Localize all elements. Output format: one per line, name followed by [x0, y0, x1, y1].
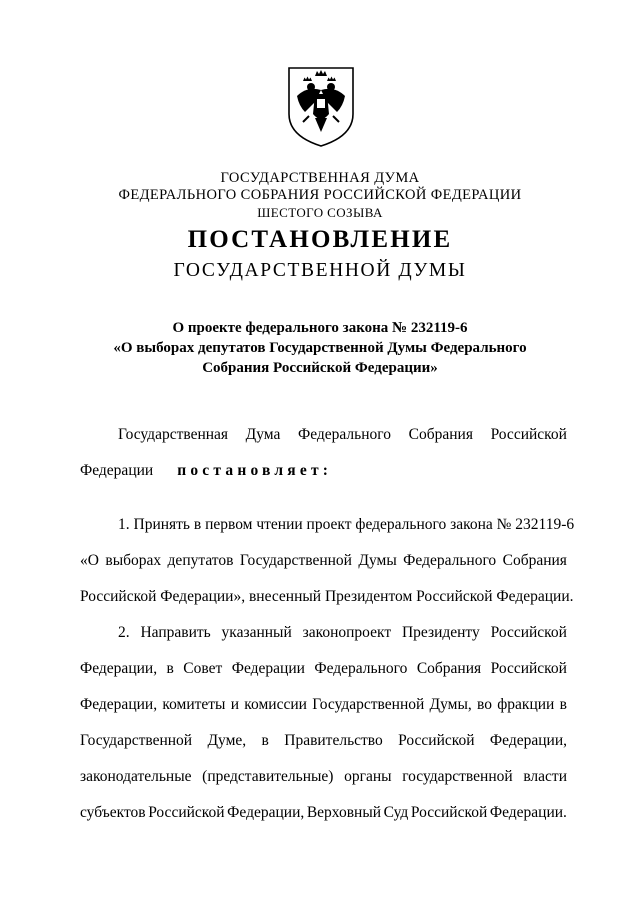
org-name-line2: ФЕДЕРАЛЬНОГО СОБРАНИЯ РОССИЙСКОЙ ФЕДЕРАЦИИ — [118, 187, 522, 203]
word: Федерации, — [80, 696, 158, 713]
word: Российской — [410, 804, 488, 821]
para2-line3 — [80, 695, 567, 715]
word: комитеты — [162, 696, 226, 713]
word: в — [261, 732, 269, 749]
word: Федерального — [314, 660, 408, 677]
word: Собрания — [408, 426, 473, 443]
word: Государственной — [239, 552, 352, 569]
word: Президенту — [401, 624, 480, 641]
word: Направить — [140, 624, 211, 641]
word: субъектов — [80, 804, 146, 821]
word: Суд — [383, 804, 409, 821]
resolution-title-line1: О проекте федерального закона № 232119-6 — [172, 320, 468, 336]
para1-line1: 1. Принять в первом чтении проект федерального закона № 232119-6 — [118, 516, 575, 533]
word: в — [166, 660, 174, 677]
word: органы — [344, 768, 392, 785]
word: Совет — [183, 660, 223, 677]
para2-line4 — [80, 731, 567, 751]
word: Думы, — [429, 696, 472, 713]
para2-line1 — [118, 623, 567, 643]
word: Российской — [490, 426, 567, 443]
word: Государственной — [80, 732, 193, 749]
word: Думы — [358, 552, 397, 569]
word: во — [477, 696, 492, 713]
word: Собрания — [502, 552, 567, 569]
word: Верховный — [306, 804, 382, 821]
word: (представительные) — [202, 768, 334, 785]
para2-line5 — [80, 767, 567, 787]
word: выборах — [105, 552, 162, 569]
word: Федерации. — [489, 804, 567, 821]
document-issuer: ГОСУДАРСТВЕННОЙ ДУМЫ — [173, 260, 467, 281]
word: Федерации, — [489, 732, 567, 749]
word: Российской — [490, 624, 567, 641]
word: в — [559, 696, 567, 713]
word: Правительство — [284, 732, 383, 749]
word: и — [230, 696, 240, 713]
word: Государственной — [312, 696, 425, 713]
word: 2. — [118, 624, 130, 641]
word: власти — [523, 768, 567, 785]
word: Государственная — [118, 426, 229, 443]
word: Думе, — [207, 732, 247, 749]
russian-coat-of-arms-emblem — [285, 62, 357, 148]
word: государственной — [402, 768, 513, 785]
word: Российской — [398, 732, 475, 749]
convocation-line: ШЕСТОГО СОЗЫВА — [257, 205, 383, 220]
word: Федерации, — [80, 660, 158, 677]
word: комиссии — [244, 696, 307, 713]
word: Российской — [148, 804, 225, 821]
word: Собрания — [416, 660, 482, 677]
para2-line6 — [80, 803, 567, 823]
preamble-line2 — [80, 461, 567, 481]
resolves-keyword: постановляет: — [177, 462, 333, 479]
org-name-line1: ГОСУДАРСТВЕННАЯ ДУМА — [220, 170, 420, 186]
word: «О — [80, 552, 99, 569]
word: Российской — [490, 660, 567, 677]
word: депутатов — [167, 552, 234, 569]
word: Федерации — [231, 660, 305, 677]
word: Дума — [245, 426, 281, 443]
word: законодательные — [80, 768, 192, 785]
word: законопроект — [302, 624, 392, 641]
word: фракции — [497, 696, 555, 713]
word: Федерального — [297, 426, 392, 443]
word: Федерации — [80, 462, 154, 479]
para2-line2 — [80, 659, 567, 679]
word: указанный — [221, 624, 292, 641]
resolution-title-line3: Собрания Российской Федерации» — [202, 360, 438, 376]
resolution-title-line2: «О выборах депутатов Государственной Думы Федерального — [113, 340, 527, 356]
preamble-line1 — [118, 425, 567, 445]
word: Федерации, — [227, 804, 305, 821]
document-type: ПОСТАНОВЛЕНИЕ — [187, 226, 453, 253]
para1-line3: Российской Федерации», внесенный Президентом Российской Федерации. — [80, 588, 574, 605]
para1-line2 — [80, 551, 567, 571]
word: Федерального — [403, 552, 497, 569]
